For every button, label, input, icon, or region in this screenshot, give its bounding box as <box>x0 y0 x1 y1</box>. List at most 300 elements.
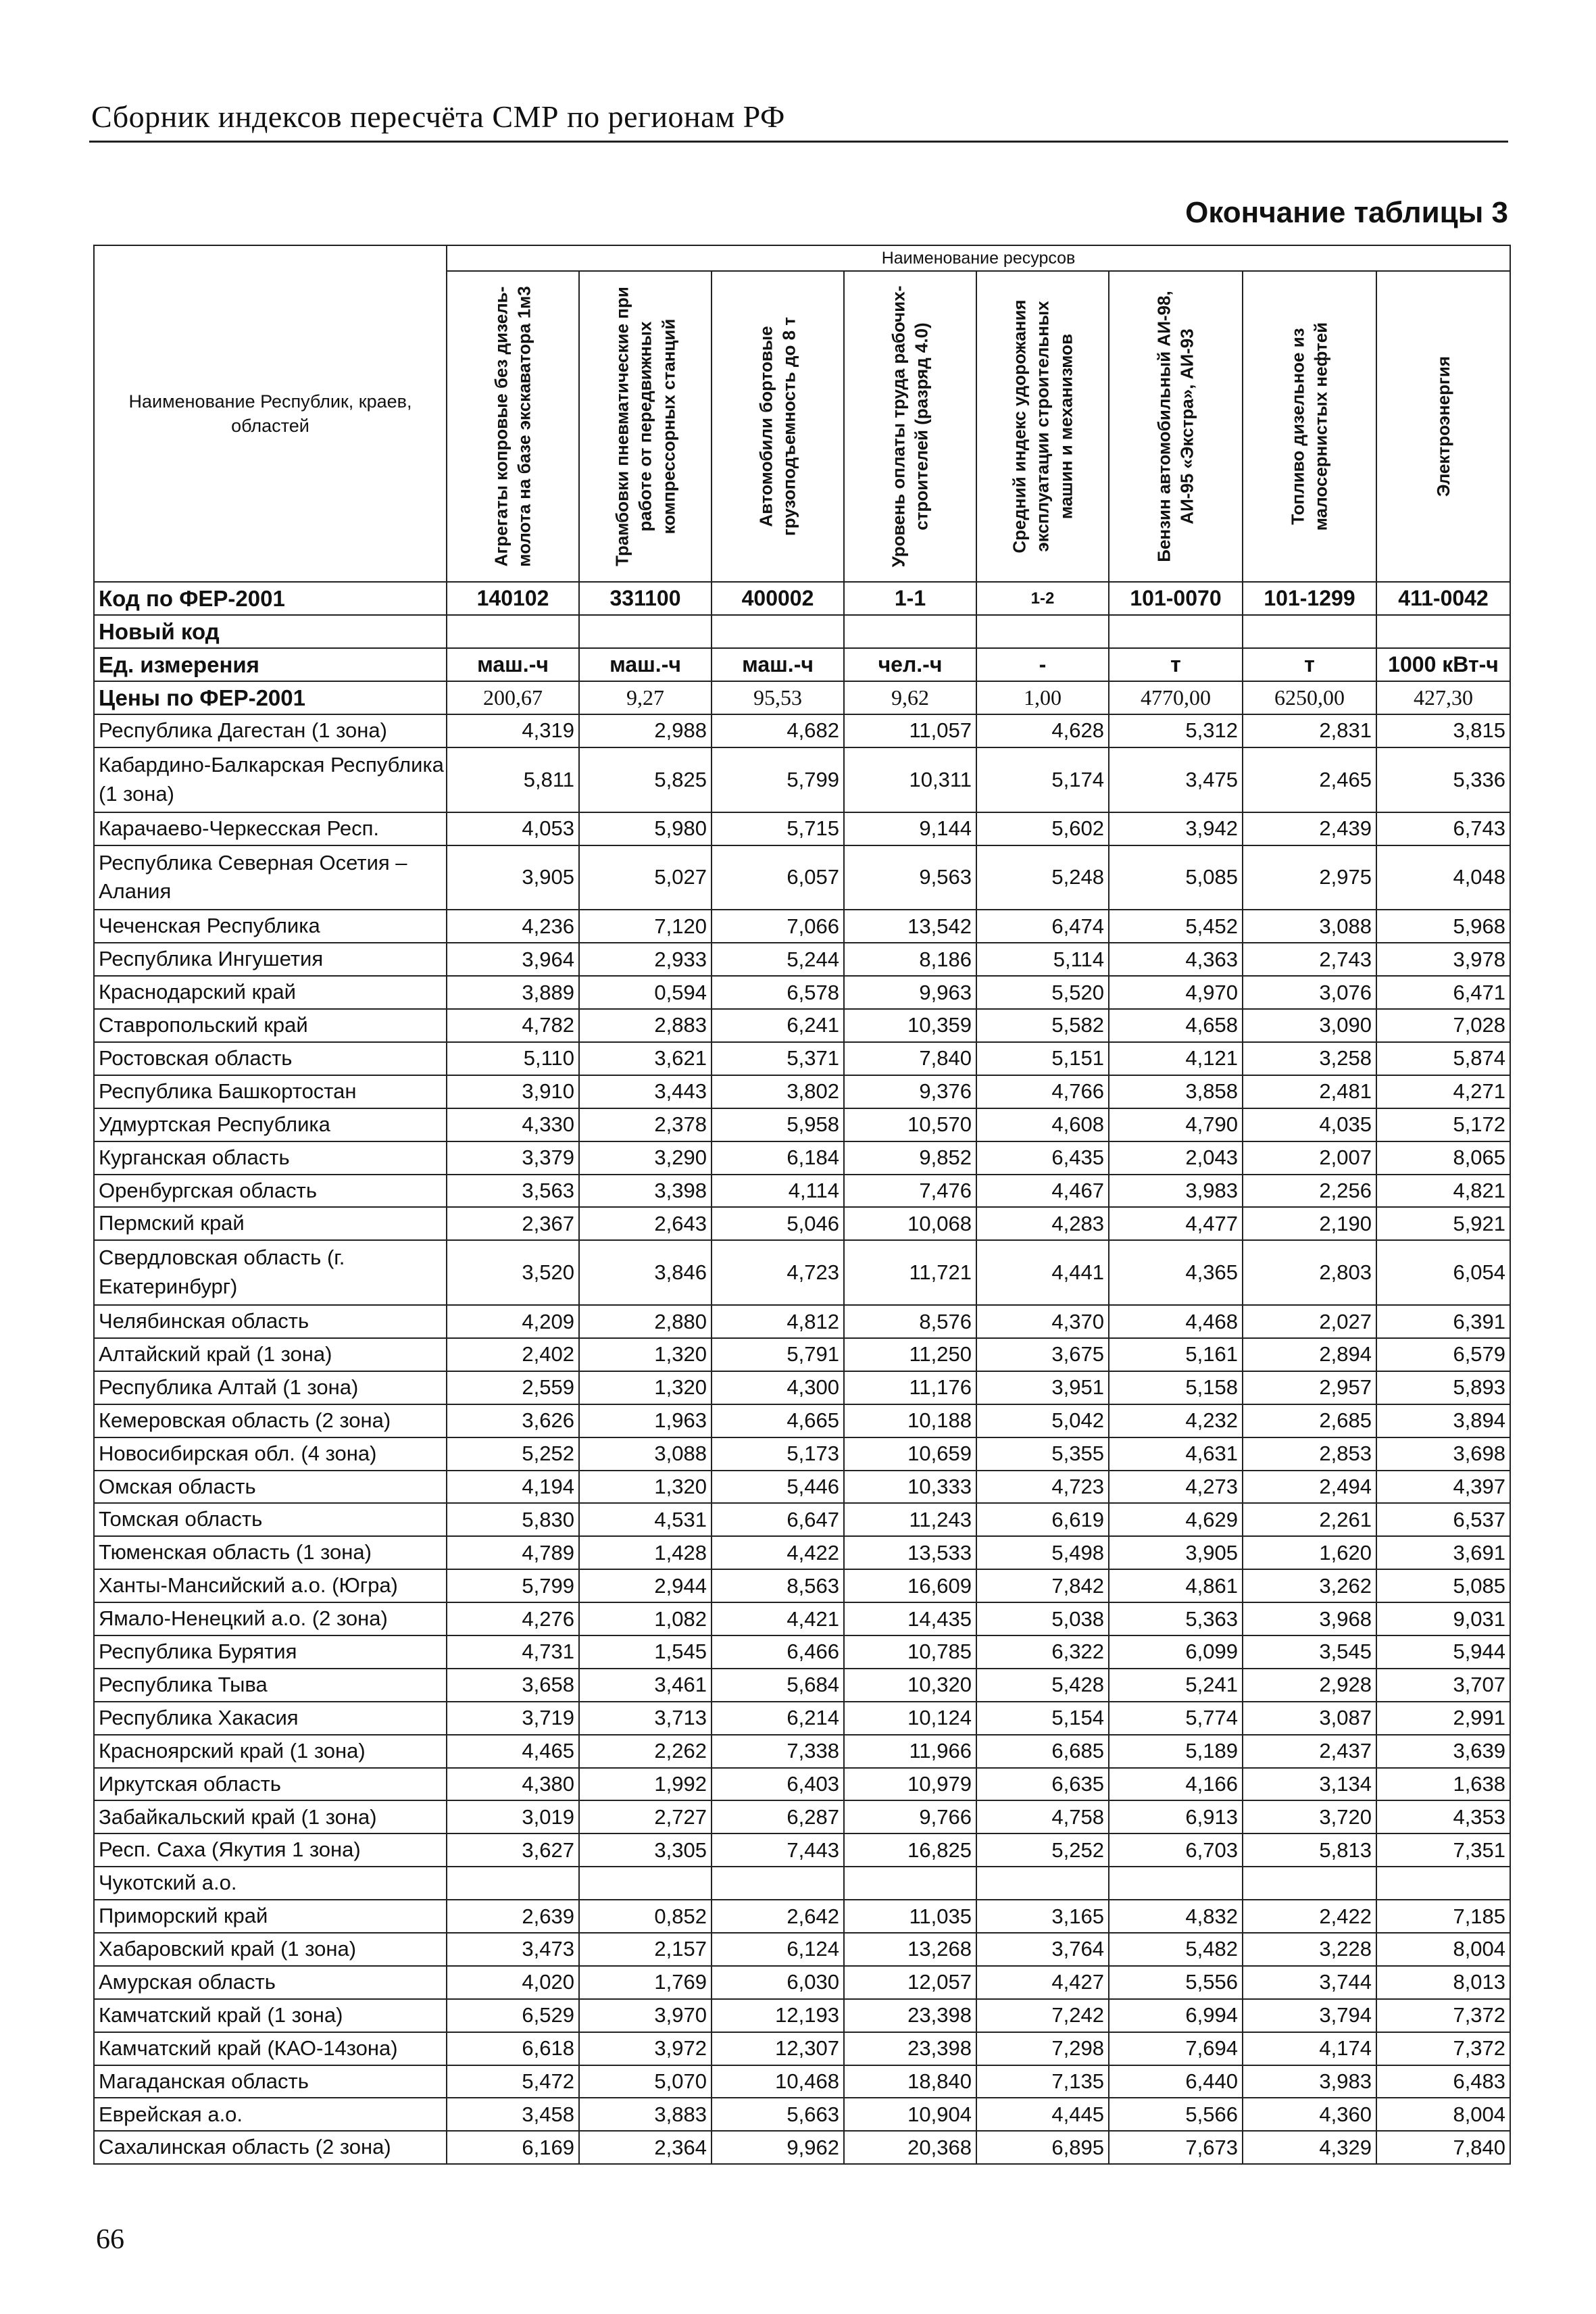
index-value-cell: 11,243 <box>844 1503 976 1536</box>
header-rule <box>89 141 1508 143</box>
resource-column-header-label: Трамбовки пневматические при работе от передвижных компрессорных станций <box>612 287 679 566</box>
index-value-cell: 3,889 <box>447 976 579 1009</box>
index-value-cell: 3,019 <box>447 1800 579 1833</box>
region-name-cell: Свердловская область (г. Екатеринбург) <box>94 1240 447 1305</box>
index-value-cell: 9,563 <box>844 845 976 910</box>
index-value-cell: 5,158 <box>1109 1371 1243 1404</box>
resource-column-header-label: Топливо дизельное из малосернистых нефтей <box>1287 322 1331 531</box>
index-value-cell: 3,658 <box>447 1669 579 1702</box>
index-value-cell: 4,970 <box>1109 976 1243 1009</box>
fer-prices-row-cell: 95,53 <box>712 681 844 714</box>
table-row <box>94 1338 1510 1371</box>
region-name-cell: Хабаровский край (1 зона) <box>94 1933 447 1966</box>
index-value-cell <box>712 1867 844 1900</box>
fer-code-row-cell: 411-0042 <box>1376 582 1510 615</box>
index-value-cell: 11,176 <box>844 1371 976 1404</box>
table-row <box>94 1471 1510 1504</box>
index-value-cell: 4,397 <box>1376 1471 1510 1504</box>
fer-prices-row-cell: 200,67 <box>447 681 579 714</box>
index-value-cell: 5,791 <box>712 1338 844 1371</box>
region-name-cell: Красноярский край (1 зона) <box>94 1735 447 1768</box>
index-value-cell: 4,035 <box>1243 1108 1376 1141</box>
index-value-cell: 3,983 <box>1109 1175 1243 1208</box>
fer-code-row-cell: 1-1 <box>844 582 976 615</box>
index-value-cell: 1,320 <box>579 1371 712 1404</box>
unit-row-cell: т <box>1109 648 1243 681</box>
index-value-cell: 6,435 <box>976 1141 1109 1175</box>
index-value-cell: 4,276 <box>447 1602 579 1635</box>
index-value-cell: 8,065 <box>1376 1141 1510 1175</box>
index-value-cell: 3,675 <box>976 1338 1109 1371</box>
table-row <box>94 1108 1510 1141</box>
index-value-cell: 5,161 <box>1109 1338 1243 1371</box>
region-name-cell: Камчатский край (КАО-14зона) <box>94 2032 447 2065</box>
region-name-cell: Ямало-Ненецкий а.о. (2 зона) <box>94 1602 447 1635</box>
index-value-cell: 5,684 <box>712 1669 844 1702</box>
index-value-cell: 11,057 <box>844 714 976 747</box>
index-value-cell: 2,043 <box>1109 1141 1243 1175</box>
index-value-cell: 5,715 <box>712 812 844 845</box>
index-value-cell: 7,135 <box>976 2065 1109 2098</box>
region-name-cell: Магаданская область <box>94 2065 447 2098</box>
index-value-cell: 6,057 <box>712 845 844 910</box>
table-row <box>94 2032 1510 2065</box>
index-value-cell: 4,053 <box>447 812 579 845</box>
index-value-cell: 3,764 <box>976 1933 1109 1966</box>
index-value-cell: 8,186 <box>844 943 976 976</box>
index-value-cell: 3,972 <box>579 2032 712 2065</box>
table-row <box>94 1768 1510 1801</box>
table-row <box>94 1702 1510 1735</box>
table-row <box>94 1240 1510 1305</box>
index-value-cell: 5,114 <box>976 943 1109 976</box>
index-value-cell: 5,070 <box>579 2065 712 2098</box>
index-value-cell: 6,647 <box>712 1503 844 1536</box>
index-value-cell: 2,439 <box>1243 812 1376 845</box>
index-value-cell: 4,194 <box>447 1471 579 1504</box>
table-row <box>94 1141 1510 1175</box>
index-value-cell: 3,443 <box>579 1075 712 1108</box>
index-value-cell: 6,635 <box>976 1768 1109 1801</box>
index-value-cell: 10,785 <box>844 1635 976 1669</box>
index-value-cell: 5,173 <box>712 1437 844 1471</box>
index-value-cell: 4,353 <box>1376 1800 1510 1833</box>
index-value-cell: 6,474 <box>976 910 1109 943</box>
index-value-cell: 1,428 <box>579 1536 712 1569</box>
resource-column-header <box>447 271 579 582</box>
index-value-cell: 4,232 <box>1109 1404 1243 1437</box>
region-name-cell: Забайкальский край (1 зона) <box>94 1800 447 1833</box>
index-value-cell: 6,184 <box>712 1141 844 1175</box>
index-value-cell: 7,372 <box>1376 1999 1510 2032</box>
resource-column-header-label: Агрегаты копровые без дизель-молота на базе экскаватора 1м3 <box>491 286 534 567</box>
region-name-cell: Кабардино-Балкарская Республика (1 зона) <box>94 747 447 812</box>
index-value-cell: 3,794 <box>1243 1999 1376 2032</box>
index-value-cell: 10,570 <box>844 1108 976 1141</box>
table-row <box>94 1042 1510 1075</box>
index-value-cell: 4,758 <box>976 1800 1109 1833</box>
region-name-cell: Сахалинская область (2 зона) <box>94 2131 447 2164</box>
new-code-row-label: Новый код <box>94 615 447 648</box>
index-value-cell: 8,004 <box>1376 1933 1510 1966</box>
unit-row-cell: маш.-ч <box>579 648 712 681</box>
index-value-cell: 4,209 <box>447 1305 579 1338</box>
index-value-cell: 3,846 <box>579 1240 712 1305</box>
index-value-cell: 3,942 <box>1109 812 1243 845</box>
table-row <box>94 943 1510 976</box>
index-value-cell: 3,626 <box>447 1404 579 1437</box>
index-value-cell: 6,537 <box>1376 1503 1510 1536</box>
index-value-cell: 2,880 <box>579 1305 712 1338</box>
index-value-cell: 4,283 <box>976 1207 1109 1240</box>
table-row <box>94 1503 1510 1536</box>
index-value-cell: 3,475 <box>1109 747 1243 812</box>
index-value-cell: 3,691 <box>1376 1536 1510 1569</box>
index-value-cell <box>844 1867 976 1900</box>
table-row <box>94 1536 1510 1569</box>
index-value-cell: 4,832 <box>1109 1900 1243 1933</box>
index-value-cell: 2,481 <box>1243 1075 1376 1108</box>
index-value-cell: 5,174 <box>976 747 1109 812</box>
index-value-cell: 13,533 <box>844 1536 976 1569</box>
index-value-cell: 7,242 <box>976 1999 1109 2032</box>
region-column-header: Наименование Республик, краев, областей <box>94 245 447 582</box>
table-row <box>94 1404 1510 1437</box>
index-value-cell: 4,789 <box>447 1536 579 1569</box>
index-value-cell: 5,813 <box>1243 1833 1376 1867</box>
index-value-cell: 2,007 <box>1243 1141 1376 1175</box>
index-value-cell: 2,256 <box>1243 1175 1376 1208</box>
table-row <box>94 845 1510 910</box>
resource-column-header-label: Уровень оплаты труда рабочих-строителей (разряд 4.0) <box>888 285 932 568</box>
index-value-cell: 2,831 <box>1243 714 1376 747</box>
region-name-cell: Республика Алтай (1 зона) <box>94 1371 447 1404</box>
index-value-cell: 5,566 <box>1109 2098 1243 2131</box>
index-value-cell: 10,904 <box>844 2098 976 2131</box>
fer-prices-row <box>94 681 1510 714</box>
unit-row-cell: маш.-ч <box>447 648 579 681</box>
index-value-cell: 11,250 <box>844 1338 976 1371</box>
index-value-cell: 3,087 <box>1243 1702 1376 1735</box>
index-value-cell: 6,578 <box>712 976 844 1009</box>
index-value-cell: 2,957 <box>1243 1371 1376 1404</box>
index-value-cell: 5,774 <box>1109 1702 1243 1735</box>
unit-row-cell: чел.-ч <box>844 648 976 681</box>
index-value-cell: 3,262 <box>1243 1569 1376 1602</box>
index-value-cell: 5,027 <box>579 845 712 910</box>
index-value-cell: 3,802 <box>712 1075 844 1108</box>
index-value-cell: 2,261 <box>1243 1503 1376 1536</box>
index-value-cell: 3,621 <box>579 1042 712 1075</box>
index-value-cell: 5,825 <box>579 747 712 812</box>
index-value-cell: 3,707 <box>1376 1669 1510 1702</box>
index-value-cell: 3,978 <box>1376 943 1510 976</box>
index-value-cell: 5,046 <box>712 1207 844 1240</box>
region-name-cell: Новосибирская обл. (4 зона) <box>94 1437 447 1471</box>
index-value-cell: 4,812 <box>712 1305 844 1338</box>
index-value-cell: 5,189 <box>1109 1735 1243 1768</box>
index-value-cell: 2,685 <box>1243 1404 1376 1437</box>
index-value-cell: 3,379 <box>447 1141 579 1175</box>
index-value-cell: 2,437 <box>1243 1735 1376 1768</box>
region-name-cell: Респ. Саха (Якутия 1 зона) <box>94 1833 447 1867</box>
index-value-cell: 2,988 <box>579 714 712 747</box>
index-value-cell: 6,214 <box>712 1702 844 1735</box>
index-value-cell: 4,421 <box>712 1602 844 1635</box>
fer-prices-row-cell: 427,30 <box>1376 681 1510 714</box>
index-value-cell: 6,466 <box>712 1635 844 1669</box>
index-value-cell: 3,458 <box>447 2098 579 2131</box>
resource-column-header <box>976 271 1109 582</box>
page-number: 66 <box>96 2224 124 2255</box>
index-value-cell: 4,467 <box>976 1175 1109 1208</box>
index-value-cell: 5,944 <box>1376 1635 1510 1669</box>
index-value-cell: 6,913 <box>1109 1800 1243 1833</box>
table-row <box>94 1075 1510 1108</box>
region-name-cell: Иркутская область <box>94 1768 447 1801</box>
index-value-cell: 7,842 <box>976 1569 1109 1602</box>
index-value-cell: 3,713 <box>579 1702 712 1735</box>
region-name-cell: Чукотский а.о. <box>94 1867 447 1900</box>
index-value-cell: 5,172 <box>1376 1108 1510 1141</box>
fer-code-row-cell: 1-2 <box>976 582 1109 615</box>
region-name-cell: Краснодарский край <box>94 976 447 1009</box>
resource-column-header-label: Автомобили бортовые грузоподъемность до 8 т <box>755 316 799 537</box>
index-value-cell: 9,852 <box>844 1141 976 1175</box>
index-value-cell: 2,190 <box>1243 1207 1376 1240</box>
unit-row-cell: т <box>1243 648 1376 681</box>
index-value-cell: 4,782 <box>447 1009 579 1042</box>
region-name-cell: Оренбургская область <box>94 1175 447 1208</box>
index-value-cell: 2,422 <box>1243 1900 1376 1933</box>
index-value-cell: 1,320 <box>579 1338 712 1371</box>
index-value-cell: 4,427 <box>976 1966 1109 1999</box>
index-value-cell: 5,252 <box>447 1437 579 1471</box>
index-value-cell: 16,609 <box>844 1569 976 1602</box>
index-value-cell: 7,351 <box>1376 1833 1510 1867</box>
index-value-cell: 3,228 <box>1243 1933 1376 1966</box>
index-value-cell: 5,154 <box>976 1702 1109 1735</box>
region-name-cell: Республика Северная Осетия – Алания <box>94 845 447 910</box>
table-row <box>94 1305 1510 1338</box>
region-name-cell: Удмуртская Республика <box>94 1108 447 1141</box>
index-value-cell: 9,766 <box>844 1800 976 1833</box>
index-value-cell: 5,799 <box>447 1569 579 1602</box>
index-value-cell: 3,858 <box>1109 1075 1243 1108</box>
index-value-cell: 10,124 <box>844 1702 976 1735</box>
index-value-cell: 4,271 <box>1376 1075 1510 1108</box>
index-value-cell: 5,085 <box>1376 1569 1510 1602</box>
index-value-cell: 8,013 <box>1376 1966 1510 1999</box>
index-value-cell: 4,422 <box>712 1536 844 1569</box>
index-value-cell: 10,333 <box>844 1471 976 1504</box>
index-value-cell: 5,110 <box>447 1042 579 1075</box>
index-value-cell: 3,964 <box>447 943 579 976</box>
table-row <box>94 1669 1510 1702</box>
index-value-cell: 2,364 <box>579 2131 712 2164</box>
resource-column-header <box>712 271 844 582</box>
index-value-cell: 3,968 <box>1243 1602 1376 1635</box>
index-value-cell <box>1376 1867 1510 1900</box>
index-value-cell: 5,312 <box>1109 714 1243 747</box>
index-value-cell: 3,744 <box>1243 1966 1376 1999</box>
resource-column-header-label: Электроэнергия <box>1432 355 1453 497</box>
index-value-cell <box>579 1867 712 1900</box>
index-value-cell: 4,121 <box>1109 1042 1243 1075</box>
index-value-cell: 5,921 <box>1376 1207 1510 1240</box>
index-value-cell: 3,398 <box>579 1175 712 1208</box>
index-value-cell: 5,151 <box>976 1042 1109 1075</box>
index-value-cell: 8,576 <box>844 1305 976 1338</box>
index-value-cell: 4,790 <box>1109 1108 1243 1141</box>
table-row <box>94 1207 1510 1240</box>
index-value-cell: 7,120 <box>579 910 712 943</box>
index-value-cell: 1,320 <box>579 1471 712 1504</box>
table-row <box>94 2065 1510 2098</box>
index-value-cell: 4,531 <box>579 1503 712 1536</box>
table-row <box>94 812 1510 845</box>
index-value-cell: 6,124 <box>712 1933 844 1966</box>
index-value-cell: 6,391 <box>1376 1305 1510 1338</box>
new-code-row-cell <box>1109 615 1243 648</box>
index-value-cell: 2,944 <box>579 1569 712 1602</box>
index-value-cell: 20,368 <box>844 2131 976 2164</box>
index-value-cell: 3,883 <box>579 2098 712 2131</box>
index-value-cell: 2,894 <box>1243 1338 1376 1371</box>
index-value-cell: 4,166 <box>1109 1768 1243 1801</box>
index-value-cell: 2,743 <box>1243 943 1376 976</box>
table-row <box>94 2098 1510 2131</box>
index-value-cell: 6,703 <box>1109 1833 1243 1867</box>
region-name-cell: Карачаево-Черкесская Респ. <box>94 812 447 845</box>
index-value-cell: 4,665 <box>712 1404 844 1437</box>
index-value-cell: 2,402 <box>447 1338 579 1371</box>
index-value-cell: 2,991 <box>1376 1702 1510 1735</box>
index-value-cell: 2,803 <box>1243 1240 1376 1305</box>
table-row <box>94 747 1510 812</box>
resource-column-header-label: Средний индекс удорожания эксплуатации строительных машин и механизмов <box>1009 299 1076 553</box>
index-value-cell: 18,840 <box>844 2065 976 2098</box>
table-row <box>94 1635 1510 1669</box>
index-value-cell: 0,594 <box>579 976 712 1009</box>
region-name-cell: Камчатский край (1 зона) <box>94 1999 447 2032</box>
index-value-cell: 6,483 <box>1376 2065 1510 2098</box>
index-value-cell: 1,992 <box>579 1768 712 1801</box>
index-value-cell: 4,380 <box>447 1768 579 1801</box>
index-value-cell: 5,663 <box>712 2098 844 2131</box>
fer-prices-row-cell: 6250,00 <box>1243 681 1376 714</box>
index-value-cell: 10,659 <box>844 1437 976 1471</box>
index-value-cell: 7,028 <box>1376 1009 1510 1042</box>
index-value-cell: 9,962 <box>712 2131 844 2164</box>
fer-code-row-cell: 331100 <box>579 582 712 615</box>
new-code-row-cell <box>712 615 844 648</box>
index-value-cell: 5,874 <box>1376 1042 1510 1075</box>
index-value-cell: 13,268 <box>844 1933 976 1966</box>
index-value-cell: 5,336 <box>1376 747 1510 812</box>
index-value-cell: 3,090 <box>1243 1009 1376 1042</box>
index-value-cell: 4,723 <box>712 1240 844 1305</box>
index-value-cell: 4,114 <box>712 1175 844 1208</box>
index-value-cell: 3,473 <box>447 1933 579 1966</box>
index-value-cell: 12,057 <box>844 1966 976 1999</box>
index-value-cell: 5,968 <box>1376 910 1510 943</box>
region-name-cell: Курганская область <box>94 1141 447 1175</box>
index-value-cell: 1,082 <box>579 1602 712 1635</box>
index-value-cell: 3,983 <box>1243 2065 1376 2098</box>
index-value-cell: 4,441 <box>976 1240 1109 1305</box>
index-value-cell: 4,682 <box>712 714 844 747</box>
index-value-cell <box>976 1867 1109 1900</box>
fer-code-row <box>94 582 1510 615</box>
index-value-cell: 4,048 <box>1376 845 1510 910</box>
index-value-cell: 7,066 <box>712 910 844 943</box>
index-value-cell: 3,905 <box>447 845 579 910</box>
index-value-cell: 9,376 <box>844 1075 976 1108</box>
index-value-cell: 3,639 <box>1376 1735 1510 1768</box>
fer-code-row-cell: 101-0070 <box>1109 582 1243 615</box>
index-value-cell: 7,694 <box>1109 2032 1243 2065</box>
index-value-cell: 2,157 <box>579 1933 712 1966</box>
index-value-cell: 12,307 <box>712 2032 844 2065</box>
index-value-cell: 4,468 <box>1109 1305 1243 1338</box>
index-value-cell: 4,445 <box>976 2098 1109 2131</box>
index-value-cell: 6,169 <box>447 2131 579 2164</box>
index-value-cell: 11,721 <box>844 1240 976 1305</box>
index-value-cell: 2,027 <box>1243 1305 1376 1338</box>
index-value-cell: 3,905 <box>1109 1536 1243 1569</box>
region-name-cell: Республика Дагестан (1 зона) <box>94 714 447 747</box>
resource-column-header <box>844 271 976 582</box>
fer-code-row-cell: 400002 <box>712 582 844 615</box>
unit-row-cell: 1000 кВт-ч <box>1376 648 1510 681</box>
region-name-cell: Кемеровская область (2 зона) <box>94 1404 447 1437</box>
index-value-cell: 5,452 <box>1109 910 1243 943</box>
index-value-cell: 6,054 <box>1376 1240 1510 1305</box>
unit-row-cell: - <box>976 648 1109 681</box>
index-value-cell: 4,330 <box>447 1108 579 1141</box>
index-value-cell: 16,825 <box>844 1833 976 1867</box>
table-row <box>94 1999 1510 2032</box>
index-value-cell: 4,477 <box>1109 1207 1243 1240</box>
index-value-cell: 7,840 <box>844 1042 976 1075</box>
index-value-cell: 5,038 <box>976 1602 1109 1635</box>
index-value-cell: 10,468 <box>712 2065 844 2098</box>
unit-row <box>94 648 1510 681</box>
region-name-cell: Ставропольский край <box>94 1009 447 1042</box>
region-name-cell: Республика Бурятия <box>94 1635 447 1669</box>
index-value-cell: 5,252 <box>976 1833 1109 1867</box>
index-value-cell: 1,638 <box>1376 1768 1510 1801</box>
index-value-cell: 4,631 <box>1109 1437 1243 1471</box>
index-value-cell: 10,979 <box>844 1768 976 1801</box>
index-value-cell: 7,443 <box>712 1833 844 1867</box>
table-row <box>94 1437 1510 1471</box>
index-value-cell: 2,643 <box>579 1207 712 1240</box>
index-value-cell: 5,811 <box>447 747 579 812</box>
index-value-cell: 2,367 <box>447 1207 579 1240</box>
index-value-cell: 4,319 <box>447 714 579 747</box>
index-value-cell: 4,174 <box>1243 2032 1376 2065</box>
index-value-cell: 2,928 <box>1243 1669 1376 1702</box>
table-caption: Окончание таблицы 3 <box>1185 196 1508 229</box>
index-value-cell: 2,494 <box>1243 1471 1376 1504</box>
index-value-cell: 5,482 <box>1109 1933 1243 1966</box>
index-value-cell: 5,799 <box>712 747 844 812</box>
index-value-cell: 4,861 <box>1109 1569 1243 1602</box>
region-name-cell: Еврейская а.о. <box>94 2098 447 2131</box>
index-value-cell: 5,355 <box>976 1437 1109 1471</box>
